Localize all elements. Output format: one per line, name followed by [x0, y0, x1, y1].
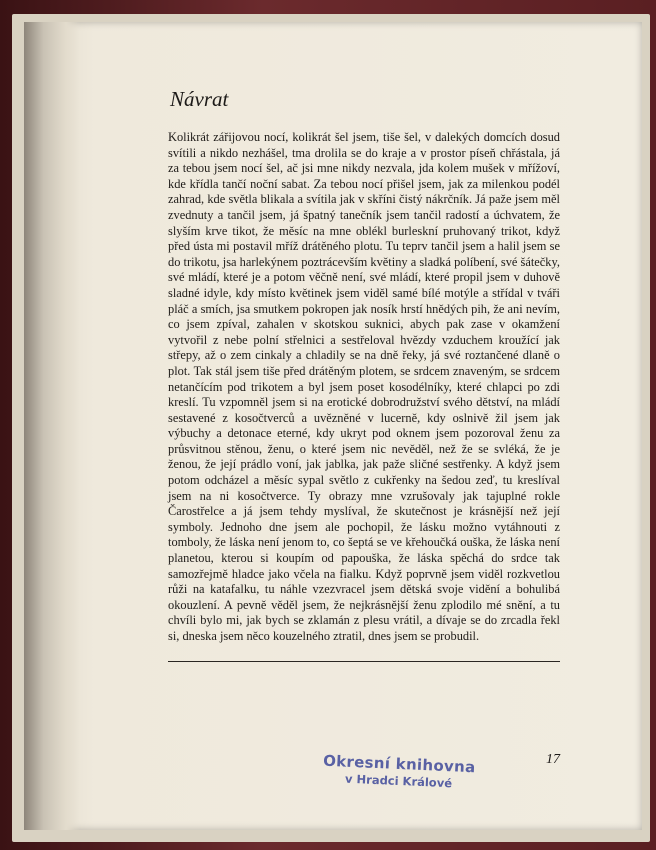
stamp-line-1: Okresní knihovna	[322, 751, 476, 777]
chapter-title: Návrat	[170, 87, 229, 111]
page-number: 17	[546, 752, 560, 767]
book-gutter	[24, 22, 80, 830]
body-text: Kolikrát zářijovou nocí, kolikrát šel jsem, tiše šel, v dalekých domcích dosud svítili a nikdo nezhášel, tma drolila se do kraje a v prostor píseň chřástala, já za tebou jsem nocí šel, ač jsi mne nikdy nezvala, jda kolem mušek v mřížoví, kde křídla tančí noční sabat. Za tebou nocí přišel jsem, jak za milenkou podél zahrad, kde světla blikala a svítila jak v skříni čistý nákrčník. Já paže jsem měl zvednuty a tančil jsem, já špatný tanečník jsem tančil radostí a úchvatem, že slyším krve tikot, že měsíc na mne oblékl burleskní pruhovaný trikot, když před ústa mi postavil mříž drátěného plotu. Tu teprv tančil jsem a halil jsem se do trikotu, jsa harlekýnem poztrácevším květiny a sladká políbení, své šátečky, své mládí, které je a potom věčně není, své mládí, které propil jsem v duhově sladné idyle, kdy místo květinek jsem viděl samé bílé motýle a střídal v tváři pláč a smích, jsa smutkem pokropen jak nosík hrstí hnědých pih, že ani nevím, co jsem zpíval, zahalen v skotskou suknici, abych pak zase v okamžení vytvořil z nebe polní střelnici a sestřeloval hvězdy vzduchem kroužící jak střepy, až o zem cinkaly a chladily se na dně řeky, já své roztančené dlaně o plot. Tak stál jsem tiše před drátěným plotem, se srdcem znaveným, se srdcem netančícím pod trikotem a byl jsem poset kosodélníky, které chlapci po zdi kreslí. Tu vzpomněl jsem si na erotické dobrodružství svého dětství, na mládí sestavené z kosočtverců a uvězněné v lucerně, kdy oslnivě žil jsem jak výbuchy a detonace eterné, kdy ukryt pod oknem jsem pozoroval ženu za průsvitnou stěnou, ženu, o které jsem nic nevěděl, než že se svléká, že je ženou, že její prádlo voní, jak jablka, jak paže sličné sestřenky. A když jsem potom odcházel a měsíc sypal světlo z cukřenky na šedou zeď, tu kreslíval jsem na ni kosočtverce. Ty obrazy mne vzrušovaly jak tajuplné rokle Čarostřelce a já jsem tehdy myslíval, že skutečnost je krásnější než její symboly. Jednoho dne jsem ale pochopil, že lásku možno vytáhnouti z tomboly, že láska není jenom to, co šeptá se ve křehoučká ouška, že láska není planetou, kterou si koupím od papouška, že láska spěchá do srdce tak samozřejmě hladce jako včela na fialku. Když poprvně jsem viděl rozkvetlou růži na katafalku, tu náhle vzezvracel jsem dětská svoje vidění a bohulibá okouzlení. A pevně věděl jsem, že nejkrásnější ženu zplodilo mé snění, a tu chvíli bylo mi, jak bych se zklamán z plesu vrátil, a dívaje se do zrcadla řekl si, dneska jsem něco kouzelného ztratil, dnes jsem se probudil.	[168, 130, 560, 643]
closing-rule	[168, 661, 560, 662]
stamp-line-2: v Hradci Králové	[344, 771, 453, 791]
